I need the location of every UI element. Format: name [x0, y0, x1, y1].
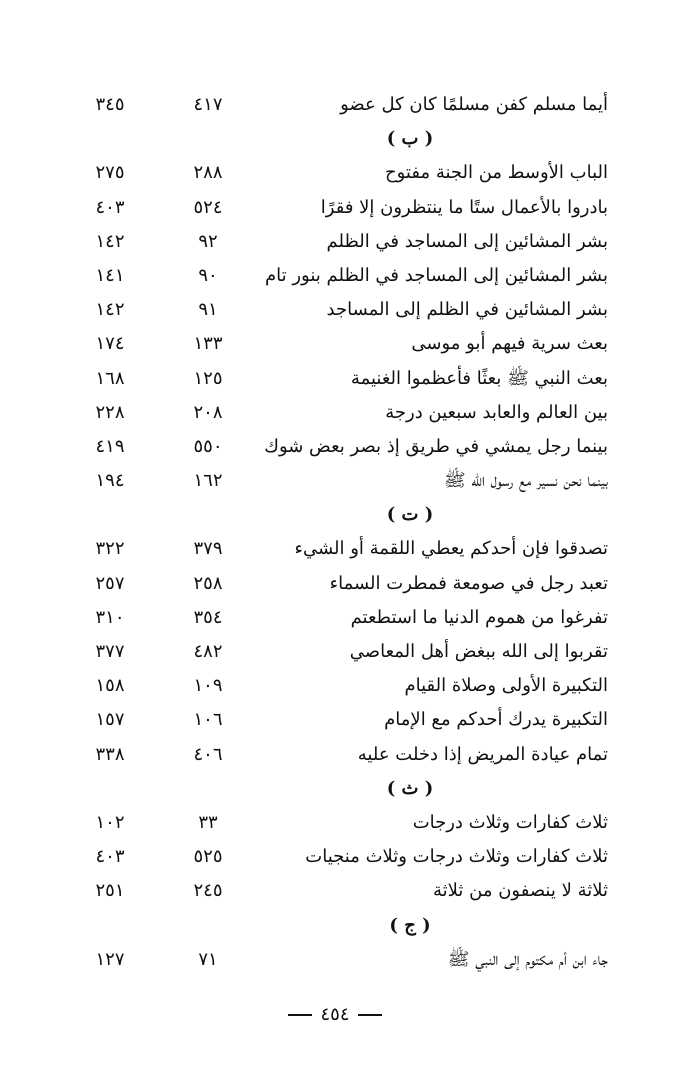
hadith-incipit: التكبيرة يدرك أحدكم مع الإمام [384, 709, 608, 731]
index-entry [0, 738, 698, 772]
hadith-number: ٢٠٨ [193, 401, 223, 423]
index-entry [0, 259, 698, 293]
section-letter: ( ج ) [389, 914, 431, 936]
hadith-number: ٣٣ [198, 811, 218, 833]
index-entry [0, 225, 698, 259]
page-reference: ٣٢٢ [95, 538, 125, 560]
section-header-row [0, 909, 698, 943]
hadith-number: ٢٨٨ [193, 162, 223, 184]
page-reference: ١٦٨ [95, 367, 125, 389]
hadith-incipit: تفرغوا من هموم الدنيا ما استطعتم [350, 606, 608, 628]
hadith-incipit: ثلاثة لا ينصفون من ثلاثة [433, 880, 608, 902]
folio-dash-right [358, 1014, 382, 1016]
hadith-incipit: تصدقوا فإن أحدكم يعطي اللقمة أو الشيء [294, 538, 608, 560]
page-reference: ١٢٧ [95, 948, 125, 970]
hadith-incipit: بشر المشائين إلى المساجد في الظلم بنور تام [265, 264, 608, 286]
hadith-incipit: بينما رجل يمشي في طريق إذ بصر بعض شوك [264, 435, 608, 457]
hadith-incipit: جاء ابن أم مكتوم إلى النبي ﷺ [447, 948, 608, 970]
page-reference: ٣١٠ [95, 606, 125, 628]
index-entry [0, 703, 698, 737]
page-reference: ٢٥١ [95, 880, 125, 902]
page-reference: ١٤٢ [95, 230, 125, 252]
section-header-row [0, 122, 698, 156]
page-number [270, 1000, 400, 1030]
index-entry [0, 635, 698, 669]
section-letter: ( ت ) [386, 504, 434, 526]
hadith-incipit: التكبيرة الأولى وصلاة القيام [404, 675, 608, 697]
index-entry [0, 293, 698, 327]
hadith-incipit: تعبد رجل في صومعة فمطرت السماء [329, 572, 608, 594]
index-entry [0, 840, 698, 874]
index-entry [0, 191, 698, 225]
page-reference: ٢٥٧ [95, 572, 125, 594]
section-letter: ( ث ) [386, 777, 434, 799]
section-header-row [0, 498, 698, 532]
page-number-text: ٤٥٤ [320, 1004, 350, 1025]
hadith-number: ٢٥٨ [193, 572, 223, 594]
page-reference: ٣٤٥ [95, 94, 125, 115]
section-letter: ( ب ) [386, 128, 434, 150]
hadith-incipit: بعث سرية فيهم أبو موسى [411, 333, 608, 355]
index-entry [0, 464, 698, 498]
hadith-incipit: تقربوا إلى الله ببغض أهل المعاصي [349, 641, 608, 662]
index-entry [0, 874, 698, 908]
index-entry [0, 669, 698, 703]
hadith-number: ١٣٣ [193, 333, 223, 355]
hadith-number: ٣٧٩ [193, 538, 223, 560]
index-entry [0, 362, 698, 396]
hadith-number: ٤٨٢ [193, 641, 223, 662]
hadith-incipit: تمام عيادة المريض إذا دخلت عليه [357, 743, 608, 765]
hadith-incipit: بعث النبي ﷺ بعثًا فأعظموا الغنيمة [350, 367, 608, 389]
folio-dash-left [288, 1014, 312, 1016]
index-entry [0, 430, 698, 464]
hadith-number: ٥٢٤ [193, 196, 223, 218]
page-reference: ١٠٢ [95, 811, 125, 833]
page-reference: ١٤١ [95, 264, 125, 286]
page-reference: ١٥٨ [95, 675, 125, 697]
hadith-number: ٥٢٥ [193, 846, 223, 868]
page-reference: ٤٠٣ [95, 196, 125, 218]
hadith-incipit: ثلاث كفارات وثلاث درجات [412, 811, 608, 833]
index-entry [0, 327, 698, 361]
page-reference: ٣٧٧ [95, 641, 125, 662]
hadith-number: ٩١ [198, 299, 218, 321]
index-entry [0, 567, 698, 601]
hadith-number: ١٦٢ [193, 470, 223, 492]
index-entry [0, 601, 698, 635]
hadith-incipit: بين العالم والعابد سبعين درجة [385, 401, 608, 423]
index-entry [0, 532, 698, 566]
hadith-number: ٧١ [198, 948, 218, 970]
hadith-incipit: بادروا بالأعمال ستًا ما ينتظرون إلا فقرًا [320, 196, 608, 218]
page-reference: ٣٣٨ [95, 743, 125, 765]
hadith-number: ٤١٧ [193, 94, 223, 115]
page-reference: ١٤٢ [95, 299, 125, 321]
index-entry [0, 806, 698, 840]
index-entry [0, 156, 698, 190]
hadith-incipit: أيما مسلم كفن مسلمًا كان كل عضو [340, 94, 608, 115]
page-reference: ١٩٤ [95, 470, 125, 492]
hadith-number: ٢٤٥ [193, 880, 223, 902]
hadith-number: ١٢٥ [193, 367, 223, 389]
hadith-number: ٩٠ [198, 264, 218, 286]
page-reference: ١٥٧ [95, 709, 125, 731]
page-reference: ١٧٤ [95, 333, 125, 355]
hadith-incipit: بشر المشائين في الظلم إلى المساجد [326, 299, 608, 321]
hadith-number: ٤٠٦ [193, 743, 223, 765]
index-entry [0, 943, 698, 977]
page-reference: ٢٢٨ [95, 401, 125, 423]
index-entry [0, 396, 698, 430]
hadith-incipit: بشر المشائين إلى المساجد في الظلم [326, 230, 608, 252]
page-reference: ٤١٩ [95, 435, 125, 457]
section-header-row [0, 772, 698, 806]
hadith-index-list [0, 88, 698, 977]
hadith-incipit: بينما نحن نسير مع رسول الله ﷺ [443, 470, 608, 492]
hadith-number: ٩٢ [198, 230, 218, 252]
hadith-number: ١٠٩ [193, 675, 223, 697]
index-entry [0, 88, 698, 122]
hadith-number: ١٠٦ [193, 709, 223, 731]
hadith-incipit: الباب الأوسط من الجنة مفتوح [385, 162, 608, 184]
hadith-number: ٣٥٤ [193, 606, 223, 628]
hadith-number: ٥٥٠ [193, 435, 223, 457]
page-reference: ٢٧٥ [95, 162, 125, 184]
hadith-incipit: ثلاث كفارات وثلاث درجات وثلاث منجيات [305, 846, 608, 868]
page-reference: ٤٠٣ [95, 846, 125, 868]
